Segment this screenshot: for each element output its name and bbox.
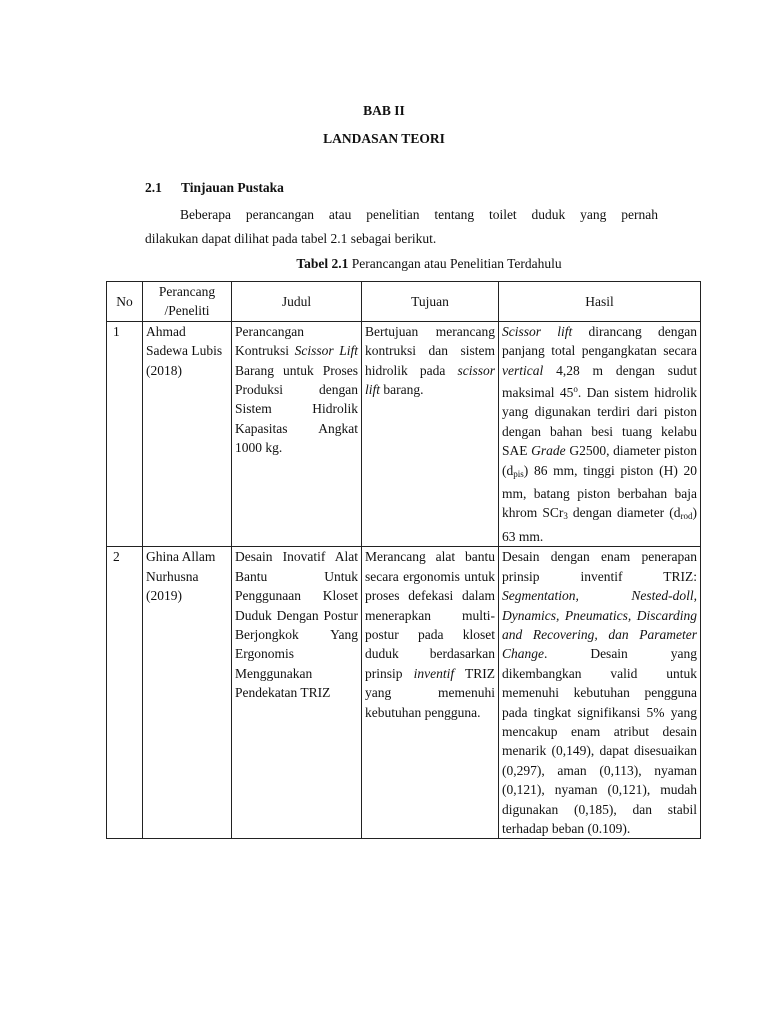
section-heading <box>145 180 284 196</box>
header-perancang-line-2: /Peneliti <box>164 303 210 319</box>
row-1-hasil-text-b: dirancang dengan panjang total pengangkatan secara <box>502 323 697 359</box>
row-2-tujuan <box>362 547 499 839</box>
row-1-judul-italic: Scissor Lift <box>294 343 359 359</box>
chapter-title: LANDASAN TEORI <box>323 131 445 146</box>
row-2-tujuan-text-c: TRIZ yang memenuhi kebutuhan pengguna. <box>365 665 495 720</box>
chapter-label: BAB II <box>363 103 405 118</box>
row-2-no: 2 <box>107 547 143 839</box>
row-2-hasil-text-a: Desain dengan enam penerapan prinsip inventif TRIZ: <box>502 549 697 584</box>
header-perancang-line-1: Perancang <box>158 284 216 299</box>
row-1-hasil <box>499 321 701 546</box>
row-1-hasil-sub-m: rod <box>680 511 693 522</box>
row-1-hasil-sub-i: pis <box>513 468 524 479</box>
row-1-hasil-italic-g: Grade <box>531 443 566 459</box>
table-row <box>107 547 701 839</box>
section-title: Tinjauan Pustaka <box>181 180 284 195</box>
row-1-tujuan-text-c: barang. <box>380 382 424 398</box>
row-1-tujuan-italic: scissor lift <box>365 362 495 398</box>
row-1-tujuan-text-a: Bertujuan merancang kontruksi dan sistem hidrolik pada <box>365 323 495 378</box>
row-1-hasil-sub-k: 3 <box>563 511 568 522</box>
table-caption-text: Perancangan atau Penelitian Terdahulu <box>351 256 562 271</box>
section-number: 2.1 <box>145 180 162 195</box>
header-perancang <box>143 282 232 322</box>
row-2-perancang: Ghina Allam Nurhusna (2019) <box>143 547 232 839</box>
row-1-judul-text-a: Perancangan Kontruksi <box>235 323 304 359</box>
table-row <box>107 321 701 546</box>
row-1-hasil-text-d: 4,28 m dengan sudut maksimal 45 <box>502 362 697 401</box>
table-caption <box>0 256 768 272</box>
row-1-hasil-text-h: G2500, diameter piston (d <box>502 443 697 478</box>
table-header-row <box>107 282 701 322</box>
row-2-hasil-italic: Segmentation, Nested-doll, Dynamics, Pneumatics, Discarding and Recovering, dan Parameter Change <box>502 588 697 662</box>
row-2-hasil-text-c: . Desain yang dikembangkan valid untuk memenuhi kebutuhan pengguna pada tingkat signifikansi 5% yang mencakup enam atribut desain menarik (0,149), dapat disesuaikan (0,297), aman (0,113), nyaman (0,121), nyaman (0,121), mudah digunakan (0,185), dan stabil terhadap beban (0.109). <box>502 646 697 836</box>
row-2-tujuan-text-a: Merancang alat bantu secara ergonomis untuk proses defekasi dalam menerapkan multi-postur pada kloset duduk berdasarkan prinsip <box>365 549 495 681</box>
paragraph-line-2: dilakukan dapat dilihat pada tabel 2.1 sebagai berikut. <box>145 231 437 246</box>
row-1-hasil-italic-c: vertical <box>502 362 544 378</box>
row-1-judul-text-c: Barang untuk Proses Produksi dengan Sistem Hidrolik Kapasitas Angkat 1000 kg. <box>235 362 358 456</box>
header-hasil: Hasil <box>499 282 701 322</box>
row-1-hasil-italic-a: Scissor lift <box>502 323 573 339</box>
row-1-hasil-sup-e: o <box>573 384 578 395</box>
paragraph-line-1: Beberapa perancangan atau penelitian tentang toilet duduk yang pernah <box>180 207 658 222</box>
table-caption-label: Tabel 2.1 <box>296 256 349 271</box>
header-no: No <box>107 282 143 322</box>
row-1-hasil-text-l: dengan diameter (d <box>567 505 681 521</box>
row-1-hasil-text-f: . Dan sistem hidrolik yang digunakan terdiri dari piston dengan bahan besi tuang kelabu SAE <box>502 385 697 459</box>
literature-table <box>106 281 701 839</box>
row-2-tujuan-italic: inventif <box>413 665 455 681</box>
row-1-judul <box>232 321 362 546</box>
row-1-hasil-text-n: ) 63 mm. <box>502 505 697 544</box>
header-judul: Judul <box>232 282 362 322</box>
row-1-tujuan <box>362 321 499 546</box>
row-1-no: 1 <box>107 321 143 546</box>
row-1-hasil-text-j: ) 86 mm, tinggi piston (H) 20 mm, batang piston berbahan baja khrom SCr <box>502 462 697 521</box>
header-tujuan: Tujuan <box>362 282 499 322</box>
row-2-hasil <box>499 547 701 839</box>
row-1-perancang: Ahmad Sadewa Lubis (2018) <box>143 321 232 546</box>
row-2-judul: Desain Inovatif Alat Bantu Untuk Penggunaan Kloset Duduk Dengan Postur Berjongkok Yang Ergonomis Menggunakan Pendekatan TRIZ <box>232 547 362 839</box>
